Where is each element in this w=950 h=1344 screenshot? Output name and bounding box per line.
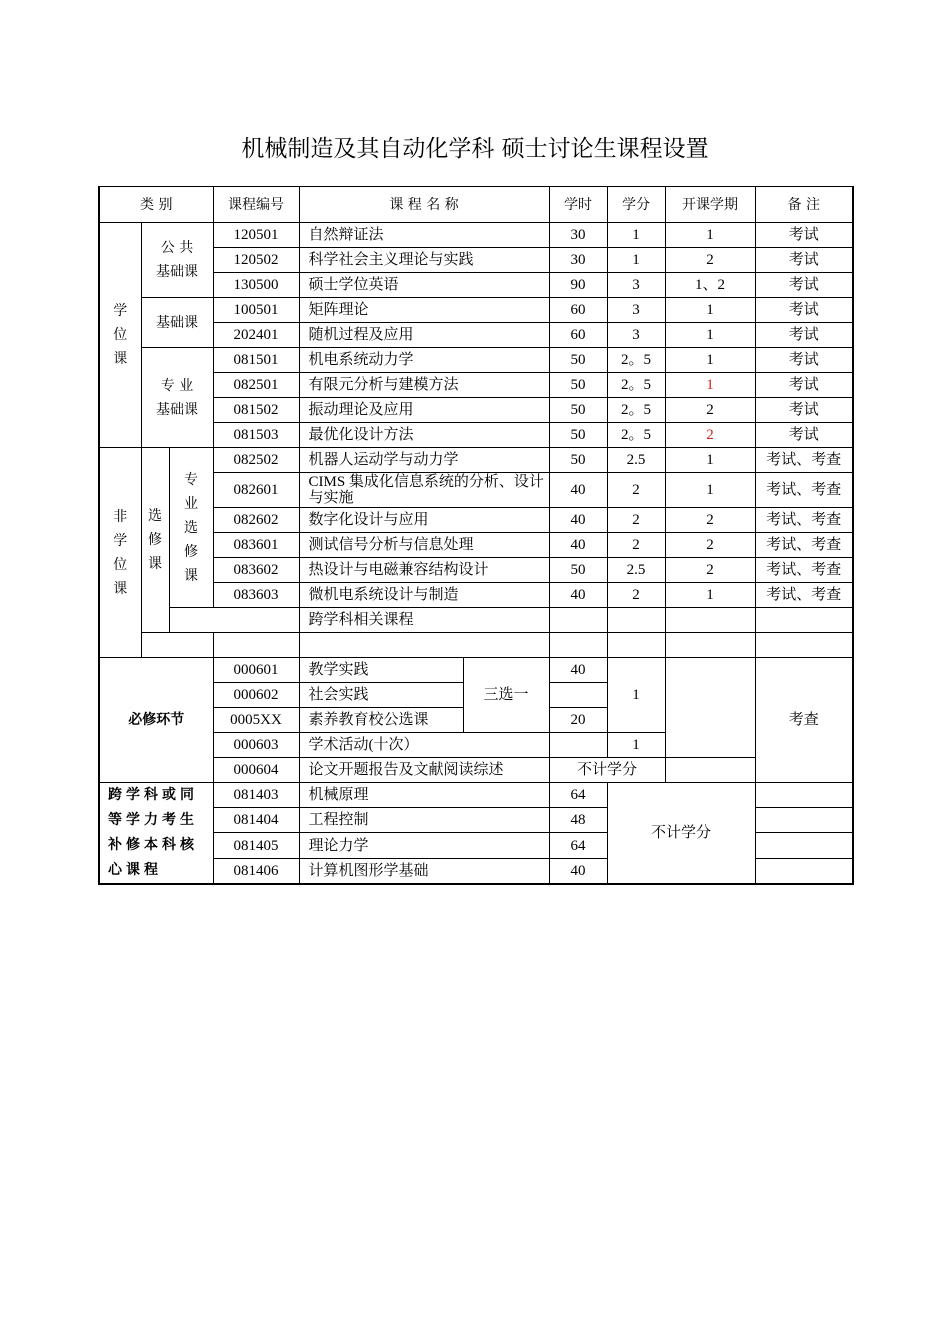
link-code: 0005XX [213,708,299,733]
course-semester: 2 [665,398,755,423]
table-row [99,473,853,508]
header-code: 课程编号 [213,187,299,223]
course-semester: 2 [665,248,755,273]
course-semester: 2 [665,423,755,448]
course-hours: 50 [549,373,607,398]
group-degree: 学位课 [99,223,141,448]
course-semester: 1 [665,298,755,323]
table-row [99,323,853,348]
link-name: 素养教育校公选课 [299,708,463,733]
empty-cell [549,733,607,758]
course-hours: 40 [549,583,607,608]
course-note: 考试、考查 [755,448,853,473]
course-code: 202401 [213,323,299,348]
table-row [99,583,853,608]
group-cross: 跨学科或同等学力考生补修本科核心课程 [99,783,213,885]
course-semester: 1 [665,373,755,398]
course-code: 082502 [213,448,299,473]
link-choose: 三选一 [463,658,549,733]
link-code: 000601 [213,658,299,683]
course-semester: 1 [665,323,755,348]
course-name: CIMS 集成化信息系统的分析、设计与实施 [299,473,549,508]
link-code: 000602 [213,683,299,708]
empty-cell [549,608,607,633]
course-credits: 2.5 [607,448,665,473]
page-title: 机械制造及其自动化学科 硕士讨论生课程设置 [241,136,709,162]
course-name: 硕士学位英语 [299,273,549,298]
cross-no-credit: 不计学分 [607,783,755,885]
link-hours: 20 [549,708,607,733]
course-code: 081502 [213,398,299,423]
table-row [99,758,853,783]
course-code: 083602 [213,558,299,583]
course-code: 120502 [213,248,299,273]
course-name: 最优化设计方法 [299,423,549,448]
course-credits: 2。5 [607,423,665,448]
group-non-degree: 非学位课 [99,448,141,658]
cross-code: 081403 [213,783,299,808]
course-name: 测试信号分析与信息处理 [299,533,549,558]
link-name: 论文开题报告及文献阅读综述 [299,758,549,783]
cross-hours: 48 [549,808,607,833]
table-row [99,348,853,373]
header-semester: 开课学期 [665,187,755,223]
header-hours: 学时 [549,187,607,223]
course-credits: 2 [607,533,665,558]
course-name: 热设计与电磁兼容结构设计 [299,558,549,583]
course-code: 100501 [213,298,299,323]
course-code: 120501 [213,223,299,248]
cross-name: 理论力学 [299,833,549,858]
cross-related-label: 跨学科相关课程 [299,608,549,633]
link-note: 考查 [755,658,853,783]
course-hours: 60 [549,323,607,348]
empty-cell [213,633,299,658]
empty-cell [141,633,213,658]
course-note: 考试 [755,348,853,373]
course-name: 数字化设计与应用 [299,508,549,533]
course-note: 考试 [755,298,853,323]
course-credits: 1 [607,248,665,273]
group-required-links: 必修环节 [99,658,213,783]
course-name: 振动理论及应用 [299,398,549,423]
link-name: 教学实践 [299,658,463,683]
course-hours: 50 [549,398,607,423]
course-code: 130500 [213,273,299,298]
course-semester: 2 [665,508,755,533]
link-no-credit: 不计学分 [549,758,665,783]
course-name: 微机电系统设计与制造 [299,583,549,608]
course-semester: 1 [665,583,755,608]
course-name: 矩阵理论 [299,298,549,323]
table-row [99,783,853,808]
empty-cell [665,758,755,783]
group-major-elective: 专业选修课 [169,448,213,608]
link-code: 000603 [213,733,299,758]
table-header-row [99,187,853,223]
course-note: 考试 [755,223,853,248]
link-hours [549,683,607,708]
link-credits: 1 [607,733,665,758]
cross-name: 计算机图形学基础 [299,858,549,884]
cross-code: 081406 [213,858,299,884]
empty-cell [665,608,755,633]
course-note: 考试 [755,423,853,448]
empty-cell [755,808,853,833]
course-credits: 3 [607,273,665,298]
course-hours: 50 [549,423,607,448]
course-code: 082602 [213,508,299,533]
empty-cell [607,608,665,633]
table-row [99,608,853,633]
cross-hours: 40 [549,858,607,884]
course-credits: 3 [607,323,665,348]
course-credits: 2 [607,473,665,508]
empty-cell [665,633,755,658]
header-note: 备 注 [755,187,853,223]
course-code: 083601 [213,533,299,558]
course-hours: 30 [549,223,607,248]
course-table [98,186,854,885]
empty-cell [755,783,853,808]
header-credits: 学分 [607,187,665,223]
course-note: 考试、考查 [755,508,853,533]
link-name: 学术活动(十次） [299,733,549,758]
course-hours: 50 [549,448,607,473]
empty-cell [299,633,549,658]
course-name: 自然辩证法 [299,223,549,248]
course-hours: 30 [549,248,607,273]
course-hours: 40 [549,533,607,558]
table-row [99,298,853,323]
empty-cell [755,858,853,884]
course-semester: 1、2 [665,273,755,298]
link-hours: 40 [549,658,607,683]
course-note: 考试 [755,373,853,398]
group-major-basic: 专 业 基础课 [141,348,213,448]
course-credits: 2。5 [607,348,665,373]
course-credits: 2.5 [607,558,665,583]
course-code: 082601 [213,473,299,508]
course-semester: 2 [665,533,755,558]
course-semester: 1 [665,348,755,373]
cross-code: 081405 [213,833,299,858]
cross-hours: 64 [549,833,607,858]
empty-cell [169,608,299,633]
header-name: 课 程 名 称 [299,187,549,223]
course-semester: 1 [665,473,755,508]
course-credits: 2。5 [607,398,665,423]
cross-hours: 64 [549,783,607,808]
course-hours: 90 [549,273,607,298]
empty-cell [607,633,665,658]
table-row [99,633,853,658]
course-credits: 3 [607,298,665,323]
empty-cell [665,658,755,758]
course-code: 081503 [213,423,299,448]
table-row [99,533,853,558]
group-elective: 选修课 [141,448,169,633]
course-credits: 1 [607,223,665,248]
group-basic: 基础课 [141,298,213,348]
course-code: 081501 [213,348,299,373]
empty-cell [755,608,853,633]
course-code: 083603 [213,583,299,608]
course-credits: 2 [607,508,665,533]
course-note: 考试、考查 [755,533,853,558]
table-row [99,448,853,473]
course-note: 考试 [755,323,853,348]
table-row [99,558,853,583]
empty-cell [755,833,853,858]
table-row [99,423,853,448]
course-note: 考试 [755,273,853,298]
course-name: 有限元分析与建模方法 [299,373,549,398]
course-hours: 50 [549,558,607,583]
cross-code: 081404 [213,808,299,833]
course-semester: 2 [665,558,755,583]
table-row [99,658,853,683]
table-row [99,508,853,533]
course-hours: 40 [549,508,607,533]
course-hours: 50 [549,348,607,373]
course-name: 随机过程及应用 [299,323,549,348]
course-semester: 1 [665,223,755,248]
table-row [99,223,853,248]
table-row [99,273,853,298]
link-choose-credits: 1 [607,658,665,733]
header-category: 类 别 [99,187,213,223]
table-row [99,248,853,273]
course-credits: 2。5 [607,373,665,398]
link-code: 000604 [213,758,299,783]
course-note: 考试、考查 [755,558,853,583]
course-note: 考试 [755,398,853,423]
cross-name: 工程控制 [299,808,549,833]
course-note: 考试、考查 [755,583,853,608]
empty-cell [755,633,853,658]
course-name: 机器人运动学与动力学 [299,448,549,473]
course-credits: 2 [607,583,665,608]
table-row [99,373,853,398]
cross-name: 机械原理 [299,783,549,808]
link-name: 社会实践 [299,683,463,708]
course-name: 机电系统动力学 [299,348,549,373]
empty-cell [549,633,607,658]
course-note: 考试、考查 [755,473,853,508]
group-public-basic: 公 共 基础课 [141,223,213,298]
course-semester: 1 [665,448,755,473]
course-hours: 60 [549,298,607,323]
table-row [99,398,853,423]
course-code: 082501 [213,373,299,398]
course-name: 科学社会主义理论与实践 [299,248,549,273]
course-note: 考试 [755,248,853,273]
course-hours: 40 [549,473,607,508]
